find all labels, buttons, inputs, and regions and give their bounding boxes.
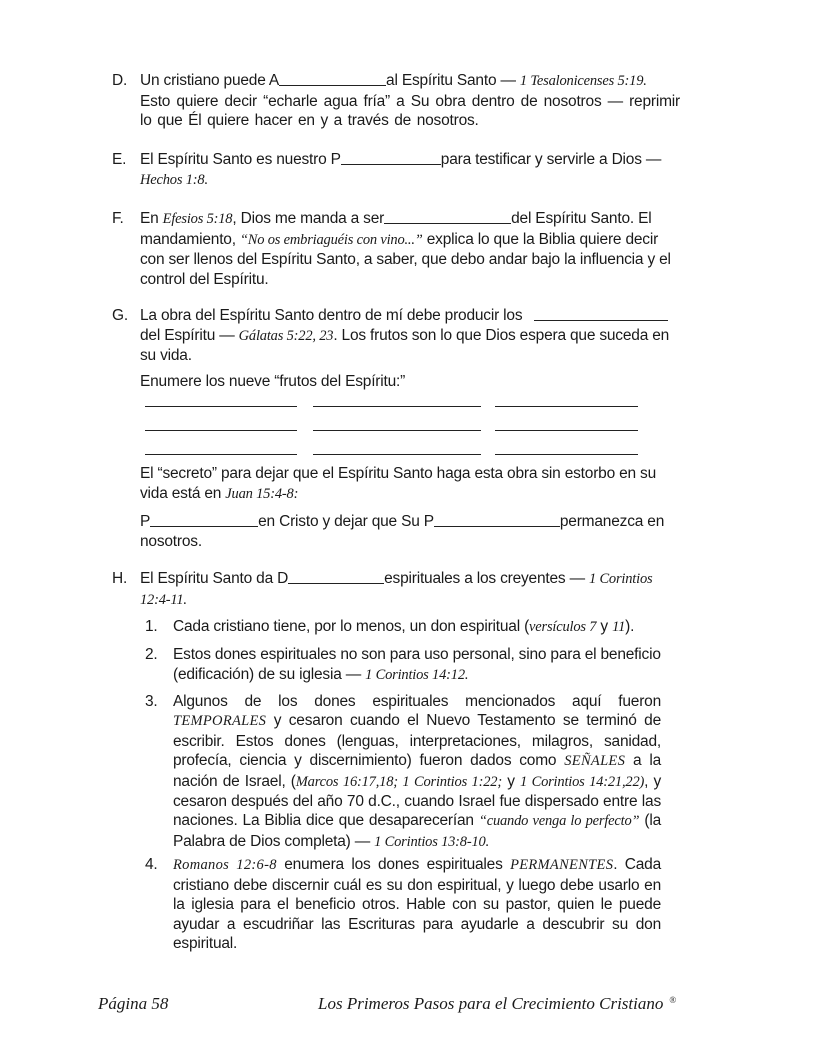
scripture-reference: 1 Corintios 14:21,22) bbox=[520, 773, 645, 790]
list-item bbox=[145, 617, 661, 638]
item-text: . Cada cristiano debe discernir cuál es su don espiritual, y luego debe usarlo en la iglesia para el beneficio otros. Hable con su pastor, quien le puede ayudar a escudriñar las Escrituras para ayudarle a descubrir su don espiritual. bbox=[173, 856, 662, 952]
section-f bbox=[112, 209, 680, 289]
section-letter: E. bbox=[112, 151, 127, 168]
item-text: Cada cristiano tiene, por lo menos, un don espiritual ( bbox=[173, 618, 530, 635]
answer-blank[interactable] bbox=[288, 569, 384, 584]
section-text: espirituales a los creyentes — bbox=[384, 570, 585, 587]
item-text: y cesaron cuando el Nuevo Testamento se terminó de escribir. Estos dones (lenguas, interpretaciones, milagros, sanidad, profecía, ciencia y discernimiento) fueron dados como bbox=[173, 712, 661, 770]
emphasis-text: TEMPORALES bbox=[173, 713, 267, 730]
emphasis-text: SEÑALES bbox=[564, 753, 626, 770]
scripture-reference: 11 bbox=[612, 619, 626, 635]
fruit-blank[interactable] bbox=[495, 454, 638, 455]
item-number: 1. bbox=[145, 618, 158, 635]
item-text: Estos dones espirituales no son para uso personal, sino para el beneficio (edificación) de su iglesia — bbox=[173, 646, 661, 683]
list-item bbox=[145, 692, 661, 852]
emphasis-text: PERMANENTES bbox=[510, 857, 614, 873]
scripture-reference: versículos 7 bbox=[529, 619, 597, 635]
page-number: Página 58 bbox=[98, 994, 169, 1013]
section-text: P bbox=[140, 513, 151, 530]
item-text: Algunos de los dones espirituales mencionados aquí fueron bbox=[173, 693, 661, 710]
scripture-reference: Romanos 12:6-8 bbox=[173, 857, 277, 873]
section-text: , Dios me manda a ser bbox=[232, 210, 385, 227]
scripture-reference: Hechos 1:8. bbox=[140, 171, 208, 188]
fruit-blank[interactable] bbox=[495, 430, 638, 431]
section-text: en Cristo y dejar que Su P bbox=[258, 513, 434, 530]
quote-text: “cuando venga lo perfecto” bbox=[478, 813, 640, 830]
answer-blank[interactable] bbox=[341, 150, 441, 165]
fruit-blank[interactable] bbox=[145, 454, 297, 455]
item-number: 2. bbox=[145, 646, 158, 663]
registered-mark: ® bbox=[669, 995, 677, 1005]
scripture-reference: 1 Corintios 14:12. bbox=[365, 666, 469, 683]
section-text: para testificar y servirle a Dios — bbox=[440, 151, 662, 168]
item-text: y bbox=[596, 618, 613, 635]
section-text: del Espíritu — bbox=[140, 326, 235, 344]
section-text: El Espíritu Santo es nuestro P bbox=[140, 151, 341, 168]
footer-title bbox=[318, 994, 676, 1014]
answer-blank[interactable] bbox=[279, 71, 386, 86]
scripture-reference: Gálatas 5:22, 23 bbox=[238, 327, 334, 344]
fruit-blank[interactable] bbox=[145, 430, 297, 431]
section-text: En bbox=[140, 210, 159, 227]
section-e bbox=[112, 150, 680, 190]
fruit-blank[interactable] bbox=[495, 406, 638, 407]
scripture-reference: 1 Tesalonicenses 5:19. bbox=[519, 73, 647, 89]
item-text: ). bbox=[625, 618, 635, 635]
scripture-reference: 1 Corintios 12:4-11. bbox=[140, 571, 653, 608]
scripture-reference: Juan 15:4-8: bbox=[225, 485, 299, 502]
fruit-blank[interactable] bbox=[313, 430, 481, 431]
item-text: , y cesaron después del año 70 d.C., cuando Israel fue dispersado entre las naciones. La Biblia dice que desaparecerían bbox=[173, 772, 662, 830]
item-text: a la nación de Israel, ( bbox=[173, 752, 662, 790]
section-g-secret bbox=[140, 464, 680, 551]
list-item bbox=[145, 855, 661, 954]
section-text: El Espíritu Santo da D bbox=[140, 570, 289, 587]
section-text: permanezca en nosotros. bbox=[140, 513, 665, 550]
answer-blank[interactable] bbox=[534, 306, 668, 321]
section-text: explica lo que la Biblia quiere decir con ser llenos del Espíritu Santo, a saber, que debo andar bajo la influencia y el control del Espíritu. bbox=[140, 230, 671, 288]
item-number: 3. bbox=[145, 693, 158, 710]
quote-text: “No os embriaguéis con vino...” bbox=[239, 231, 423, 248]
section-text: El “secreto” para dejar que el Espíritu Santo haga esta obra sin estorbo en su vida está en bbox=[140, 465, 657, 502]
scripture-reference: Efesios 5:18 bbox=[162, 211, 233, 227]
section-text: . Los frutos son lo que Dios espera que suceda en su vida. bbox=[140, 326, 670, 364]
section-g bbox=[112, 306, 680, 391]
section-text: La obra del Espíritu Santo dentro de mí debe producir los bbox=[140, 307, 523, 324]
answer-blank[interactable] bbox=[384, 209, 511, 224]
list-item bbox=[145, 645, 661, 685]
item-text: y bbox=[507, 772, 515, 790]
section-d bbox=[112, 71, 680, 131]
fruit-blank[interactable] bbox=[313, 406, 481, 407]
section-text: Esto quiere decir “echarle agua fría” a Su obra dentro de nosotros — reprimir lo que Él quiere hacer en y a través de nosotros. bbox=[140, 92, 680, 129]
section-letter: G. bbox=[112, 307, 128, 324]
instruction-text: Enumere los nueve “frutos del Espíritu:” bbox=[140, 372, 406, 390]
section-h bbox=[112, 569, 680, 610]
section-letter: H. bbox=[112, 570, 128, 587]
scripture-reference: 1 Corintios 13:8-10. bbox=[374, 833, 489, 850]
section-text: del Espíritu Santo. El mandamiento, bbox=[140, 210, 652, 248]
item-number: 4. bbox=[145, 856, 158, 873]
fruit-blank[interactable] bbox=[145, 406, 297, 407]
scripture-reference: Marcos 16:17,18; 1 Corintios 1:22; bbox=[295, 773, 502, 790]
fruit-blank[interactable] bbox=[313, 454, 481, 455]
answer-blank[interactable] bbox=[434, 512, 560, 527]
book-title: Los Primeros Pasos para el Crecimiento Cristiano bbox=[318, 994, 664, 1013]
item-text: enumera los dones espirituales bbox=[284, 856, 503, 873]
item-text: (la Palabra de Dios completa) — bbox=[173, 812, 662, 850]
section-text: Un cristiano puede A bbox=[140, 72, 280, 89]
answer-blank[interactable] bbox=[150, 512, 258, 527]
section-text: al Espíritu Santo — bbox=[386, 72, 516, 89]
section-letter: F. bbox=[112, 210, 124, 227]
section-letter: D. bbox=[112, 72, 128, 89]
